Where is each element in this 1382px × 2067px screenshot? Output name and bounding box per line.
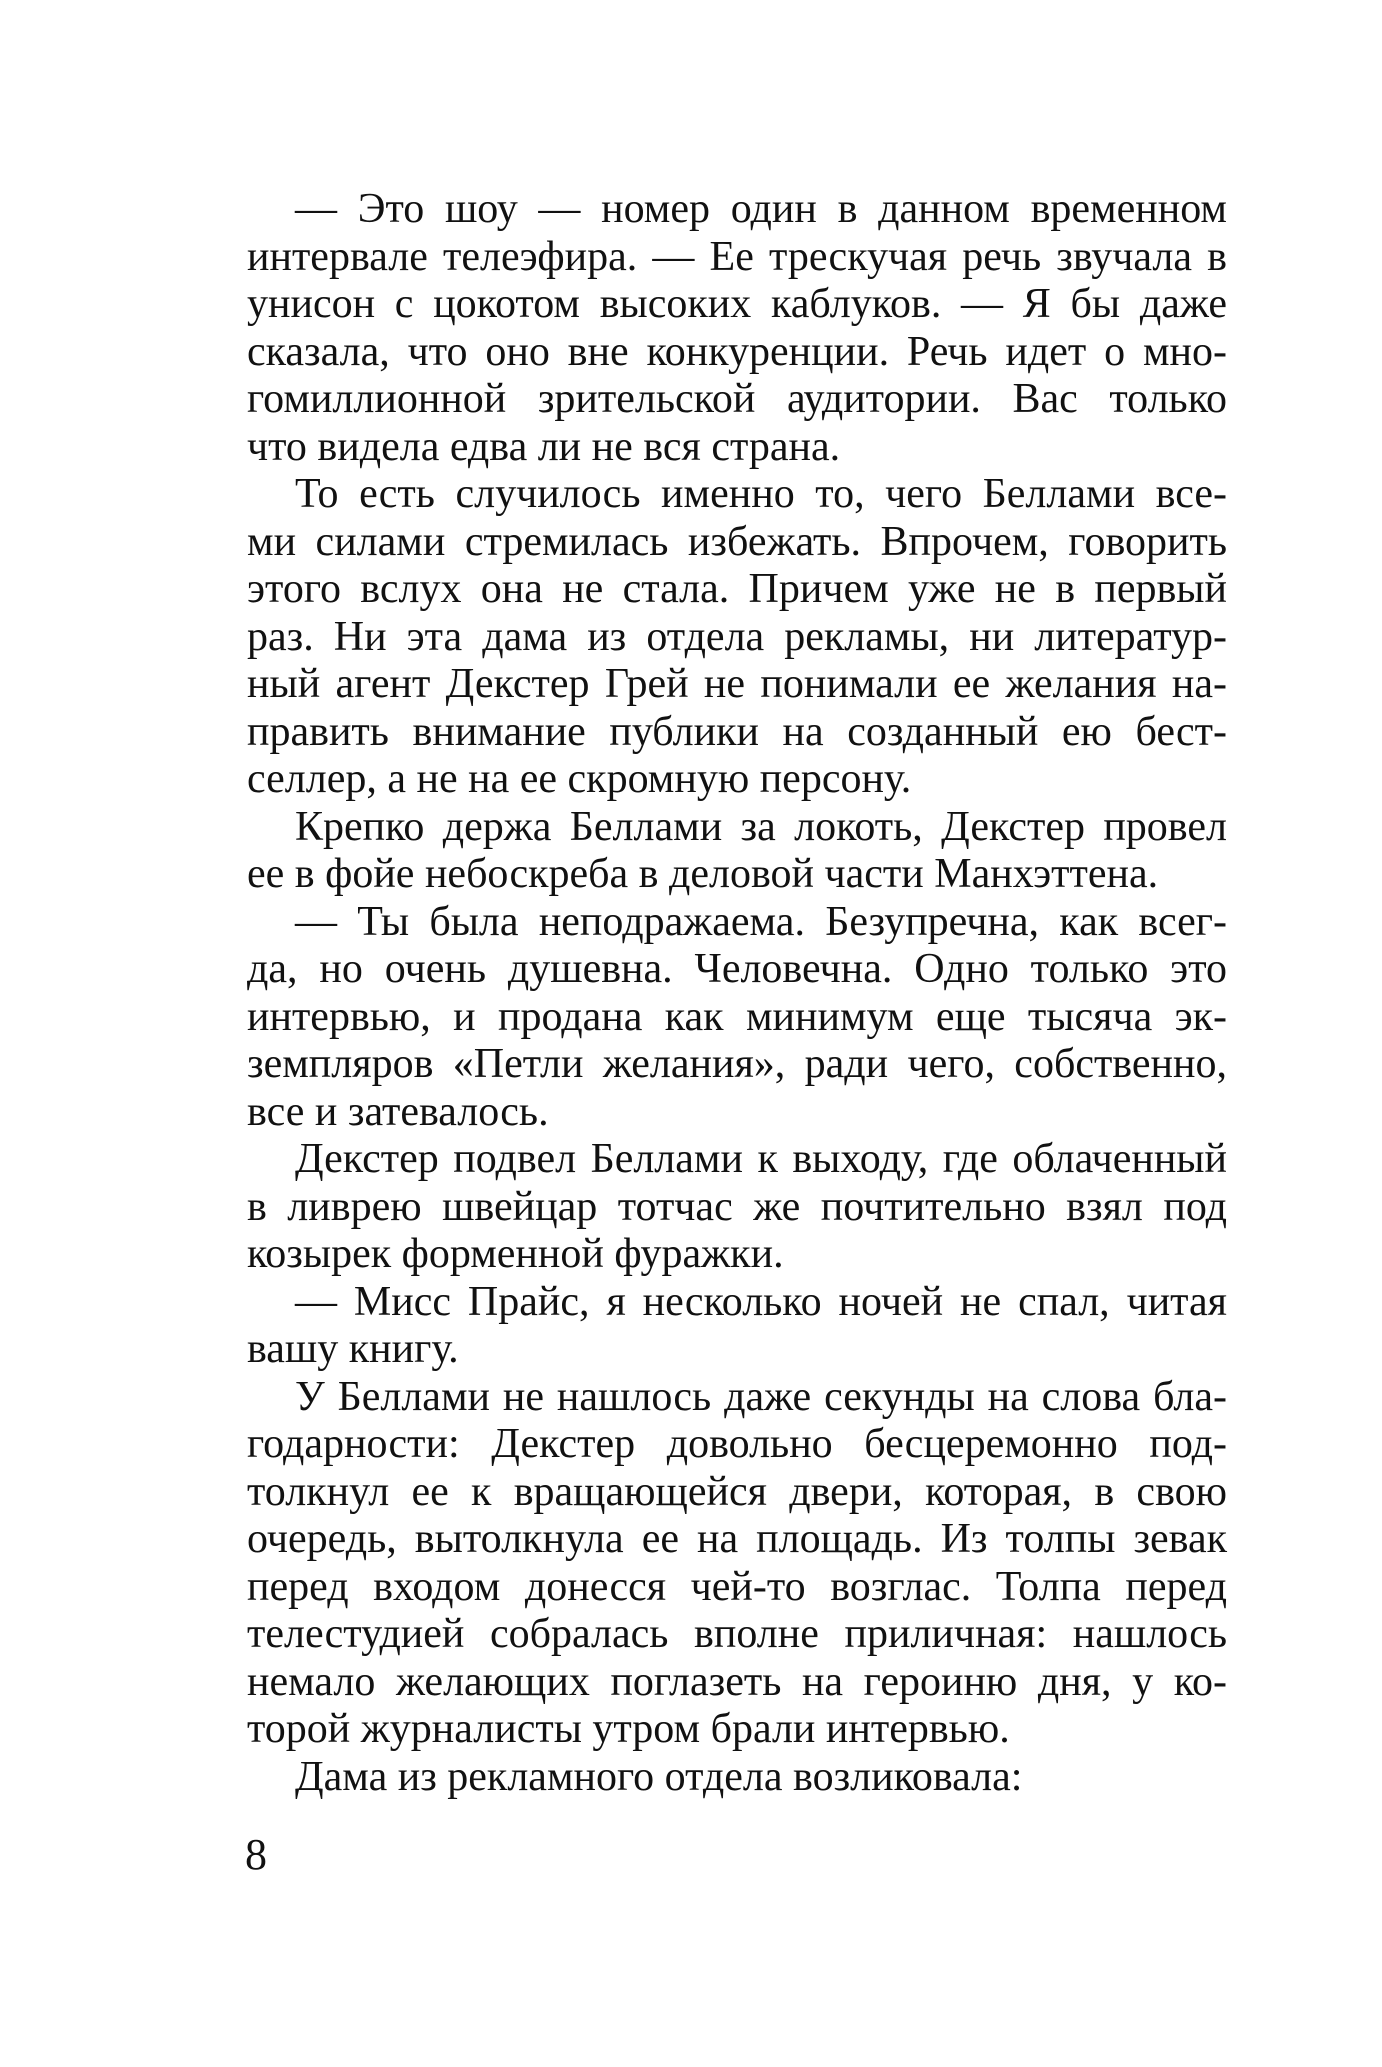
- text-line: да, но очень душевна. Человечна. Одно только это: [247, 946, 1227, 992]
- text-line: ный агент Декстер Грей не понимали ее желания на-: [247, 661, 1227, 707]
- text-line: То есть случилось именно то, чего Беллами все-: [295, 471, 1227, 517]
- text-line: толкнул ее к вращающейся двери, которая, в свою: [247, 1468, 1227, 1515]
- paragraph: [247, 1754, 1227, 1802]
- text-line: унисон с цокотом высоких каблуков. — Я бы даже: [247, 281, 1227, 327]
- text-line: править внимание публики на созданный ею бест-: [247, 708, 1227, 755]
- text-line: У Беллами не нашлось даже секунды на слова бла-: [295, 1373, 1227, 1420]
- text-line: селлер, а не на ее скромную персону.: [247, 756, 912, 802]
- text-line: годарности: Декстер довольно бесцеремонно под-: [247, 1421, 1227, 1467]
- paragraph: [247, 1136, 1227, 1279]
- text-line: немало желающих поглазеть на героиню дня, у ко-: [247, 1658, 1227, 1705]
- text-line: что видела едва ли не вся страна.: [247, 423, 841, 470]
- text-line: ее в фойе небоскреба в деловой части Манхэттена.: [247, 851, 1159, 897]
- paragraph: [247, 1279, 1227, 1374]
- text-line: торой журналисты утром брали интервью.: [247, 1706, 1010, 1752]
- text-line: Крепко держа Беллами за локоть, Декстер провел: [295, 803, 1227, 850]
- text-line: земпляров «Петли желания», ради чего, собственно,: [247, 1041, 1227, 1087]
- paragraph: [247, 899, 1227, 1137]
- text-line: интервью, и продана как минимум еще тысяча эк-: [247, 993, 1227, 1040]
- text-line: очередь, вытолкнула ее на площадь. Из толпы зевак: [247, 1516, 1227, 1562]
- paragraph: [247, 186, 1227, 471]
- text-line: раз. Ни эта дама из отдела рекламы, ни литератур-: [247, 613, 1227, 660]
- text-line: ми силами стремилась избежать. Впрочем, говорить: [247, 518, 1227, 565]
- text-line: Дама из рекламного отдела возликовала:: [295, 1753, 1023, 1800]
- page-number: 8: [245, 1830, 267, 1879]
- text-line: вашу книгу.: [247, 1326, 459, 1372]
- text-line: интервале телеэфира. — Ее трескучая речь звучала в: [247, 233, 1227, 280]
- text-line: — Ты была неподражаема. Безупречна, как всег-: [295, 898, 1227, 945]
- text-line: в ливрею швейцар тотчас же почтительно взял под: [247, 1183, 1227, 1230]
- text-line: телестудией собралась вполне приличная: нашлось: [247, 1611, 1227, 1657]
- text-line: перед входом донесся чей-то возглас. Толпа перед: [247, 1563, 1227, 1610]
- text-line: сказала, что оно вне конкуренции. Речь идет о мно-: [247, 328, 1227, 375]
- text-line: козырек форменной фуражки.: [247, 1231, 784, 1277]
- paragraph: [247, 471, 1227, 804]
- text-line: — Мисс Прайс, я несколько ночей не спал, читая: [295, 1278, 1227, 1325]
- text-line: — Это шоу — номер один в данном временном: [295, 186, 1227, 232]
- paragraph: [247, 804, 1227, 899]
- text-line: Декстер подвел Беллами к выходу, где облаченный: [295, 1136, 1227, 1182]
- paragraph: [247, 1374, 1227, 1754]
- body-text: [247, 186, 1227, 1801]
- text-line: все и затевалось.: [247, 1088, 549, 1135]
- text-line: гомиллионной зрительской аудитории. Вас только: [247, 376, 1227, 422]
- text-line: этого вслух она не стала. Причем уже не в первый: [247, 566, 1227, 612]
